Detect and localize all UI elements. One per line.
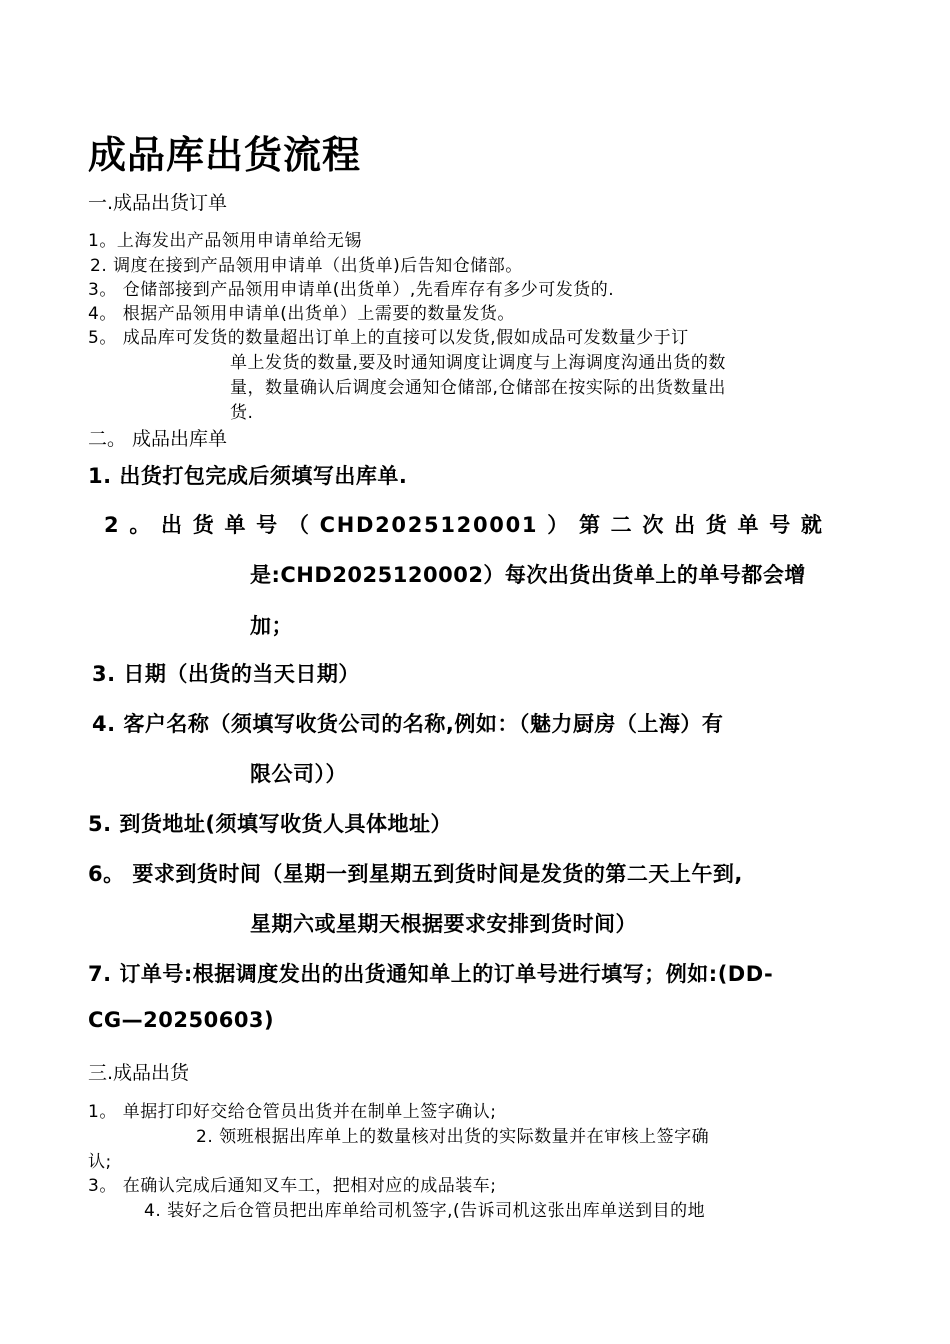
section-2-item-2-line-3: 加； [250,614,293,638]
section-2-item-1: 1. 出货打包完成后须填写出库单. [88,464,408,488]
section-2-item-6-line-1: 6。 要求到货时间（星期一到星期五到货时间是发货的第二天上午到, [88,862,743,886]
section-1-item-1: 1。上海发出产品领用申请单给无锡 [88,231,362,251]
section-1-item-5-line-3: 量，数量确认后调度会通知仓储部,仓储部在按实际的出货数量出 [230,378,726,398]
section-2-item-4-line-1: 4. 客户名称（须填写收货公司的名称,例如：（魅力厨房（上海）有 [92,712,724,736]
section-3-item-2-line-2: 认; [88,1152,112,1172]
section-2-item-4-line-2: 限公司）） [250,762,347,786]
section-1-item-5-line-4: 货. [230,403,254,423]
section-2-item-2-line-1: 2 。 出 货 单 号 （ CHD2025120001 ） 第 二 次 出 货 单 号 就 [104,513,824,537]
section-1-heading: 一.成品出货订单 [88,192,228,214]
document-title: 成品库出货流程 [88,133,362,177]
section-3-item-2-line-1: 2. 领班根据出库单上的数量核对出货的实际数量并在审核上签字确 [196,1127,710,1147]
section-2-heading: 二。 成品出库单 [88,428,228,450]
section-2-item-3: 3. 日期（出货的当天日期） [92,662,360,686]
section-3-item-3: 3。 在确认完成后通知叉车工，把相对应的成品装车; [88,1176,497,1196]
section-1-item-5-line-1: 5。 成品库可发货的数量超出订单上的直接可以发货,假如成品可发数量少于订 [88,328,689,348]
section-3-heading: 三.成品出货 [88,1062,190,1084]
section-2-item-6-line-2: 星期六或星期天根据要求安排到货时间） [250,912,637,936]
section-2-item-5: 5. 到货地址(须填写收货人具体地址） [88,812,452,836]
section-1-item-2: 2. 调度在接到产品领用申请单（出货单)后告知仓储部。 [90,256,523,276]
section-1-item-5-line-2: 单上发货的数量,要及时通知调度让调度与上海调度沟通出货的数 [230,353,726,373]
section-1-item-4: 4。 根据产品领用申请单(出货单）上需要的数量发货。 [88,304,515,324]
section-3-item-1: 1。 单据打印好交给仓管员出货并在制单上签字确认; [88,1102,497,1122]
section-2-item-7-line-1: 7. 订单号:根据调度发出的出货通知单上的订单号进行填写；例如:(DD- [88,962,774,986]
section-3-item-4: 4. 装好之后仓管员把出库单给司机签字,(告诉司机这张出库单送到目的地 [144,1201,706,1221]
section-2-item-2-line-2: 是:CHD2025120002）每次出货出货单上的单号都会增 [250,563,806,587]
section-1-item-3: 3。 仓储部接到产品领用申请单(出货单）,先看库存有多少可发货的. [88,280,615,300]
section-2-item-7-line-2: CG—20250603) [88,1008,275,1032]
